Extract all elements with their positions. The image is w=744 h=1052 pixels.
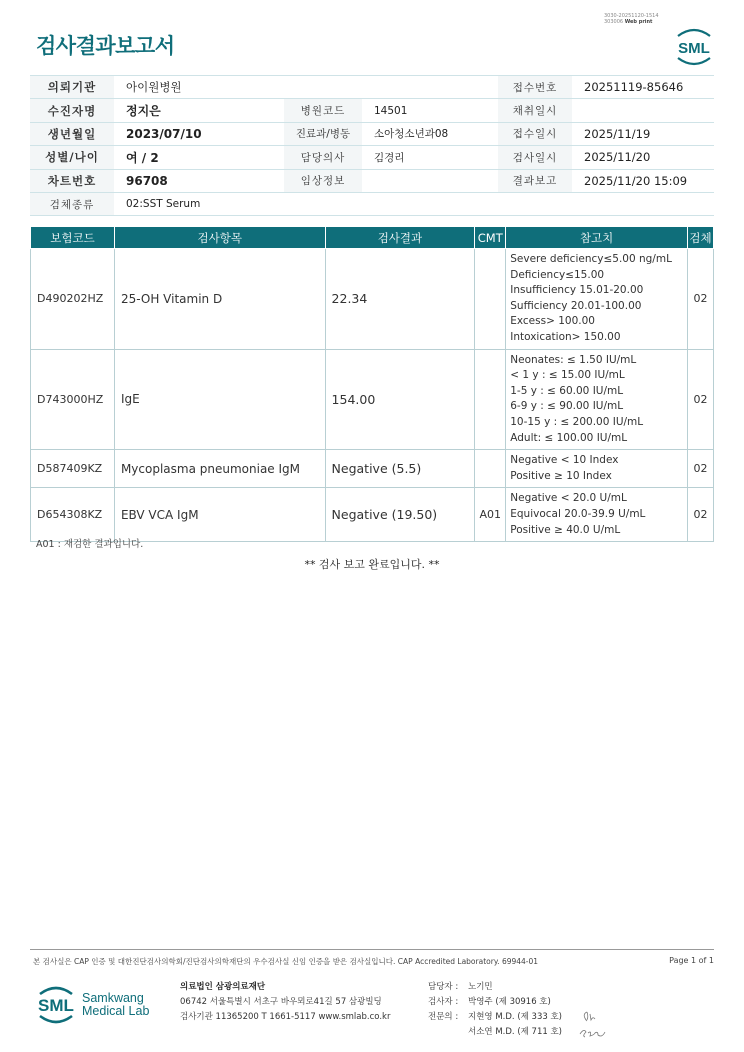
reference-line: < 1 y : ≤ 15.00 IU/mL bbox=[510, 369, 625, 382]
reference-line: Negative < 20.0 U/mL bbox=[510, 492, 627, 505]
reference-line: Equivocal 20.0-39.9 U/mL bbox=[510, 507, 646, 520]
cell-code: D654308KZ bbox=[31, 488, 115, 542]
cell-reference bbox=[506, 249, 688, 350]
label-specimen: 검체종류 bbox=[30, 192, 114, 215]
cell-specimen: 02 bbox=[688, 450, 714, 488]
org-contact: 검사기관 11365200 T 1661-5117 www.smlab.co.kr bbox=[180, 1012, 391, 1022]
value-department: 소아청소년과08 bbox=[362, 122, 498, 145]
patient-info-table bbox=[30, 75, 714, 216]
value-hospital-code: 14501 bbox=[362, 99, 498, 122]
label-collection-date: 채취일시 bbox=[498, 99, 572, 122]
cell-reference bbox=[506, 450, 688, 488]
cell-specimen: 02 bbox=[688, 249, 714, 350]
comment-note: A01 : 재검한 결과입니다. bbox=[36, 539, 144, 550]
header-insurance-code: 보험코드 bbox=[31, 227, 115, 249]
info-row bbox=[30, 192, 714, 215]
table-row bbox=[31, 349, 714, 450]
label-hospital-code: 병원코드 bbox=[284, 99, 362, 122]
cell-cmt bbox=[475, 249, 506, 350]
results-header-row bbox=[31, 227, 714, 249]
staff-name: 박영주 (제 30916 호) bbox=[468, 997, 551, 1007]
cell-item: IgE bbox=[114, 349, 325, 450]
reference-line: Neonates: ≤ 1.50 IU/mL bbox=[510, 353, 637, 366]
label-clinical-info: 임상정보 bbox=[284, 169, 362, 192]
value-birthdate: 2023/07/10 bbox=[114, 122, 284, 145]
reference-line: 6-9 y : ≤ 90.00 IU/mL bbox=[510, 400, 624, 413]
value-accession: 20251119-85646 bbox=[572, 76, 714, 99]
header-reference: 참고치 bbox=[506, 227, 688, 249]
signature-image bbox=[578, 1008, 608, 1040]
label-patient-name: 수진자명 bbox=[30, 99, 114, 122]
reference-line: 1-5 y : ≤ 60.00 IU/mL bbox=[510, 384, 624, 397]
label-birthdate: 생년월일 bbox=[30, 122, 114, 145]
report-complete-text: ** 검사 보고 완료입니다. ** bbox=[304, 558, 440, 571]
reference-line: Adult: ≤ 100.00 IU/mL bbox=[510, 431, 628, 444]
label-receipt-date: 접수일시 bbox=[498, 122, 572, 145]
value-clinical-info bbox=[362, 169, 498, 192]
staff-name: 서소연 M.D. (제 711 호) bbox=[468, 1027, 563, 1037]
table-row bbox=[31, 488, 714, 542]
organization-info bbox=[180, 980, 390, 1025]
reference-line: Excess> 100.00 bbox=[510, 315, 595, 328]
cell-cmt bbox=[475, 349, 506, 450]
value-collection-date bbox=[572, 99, 714, 122]
label-chart-number: 차트번호 bbox=[30, 169, 114, 192]
info-row bbox=[30, 76, 714, 99]
cell-code: D490202HZ bbox=[31, 249, 115, 350]
cell-code: D743000HZ bbox=[31, 349, 115, 450]
cell-specimen: 02 bbox=[688, 349, 714, 450]
info-row bbox=[30, 146, 714, 169]
value-sex-age: 여 / 2 bbox=[114, 146, 284, 169]
reference-line: Positive ≥ 10 Index bbox=[510, 469, 612, 482]
info-row bbox=[30, 169, 714, 192]
reference-line: Intoxication> 150.00 bbox=[510, 330, 621, 343]
reference-line: Deficiency≤15.00 bbox=[510, 268, 605, 281]
org-name: 의료법인 삼광의료재단 bbox=[180, 982, 266, 992]
cell-cmt bbox=[475, 450, 506, 488]
org-address: 06742 서울특별시 서초구 바우뫼로41길 57 삼광빌딩 bbox=[180, 997, 382, 1007]
value-test-date: 2025/11/20 bbox=[572, 146, 714, 169]
page-number: Page 1 of 1 bbox=[669, 956, 714, 965]
staff-name: 지현영 M.D. (제 333 호) bbox=[468, 1012, 563, 1022]
cell-cmt: A01 bbox=[475, 488, 506, 542]
brand-line-2: Medical Lab bbox=[82, 1004, 150, 1018]
value-report-date: 2025/11/20 15:09 bbox=[572, 169, 714, 192]
value-patient-name: 정지은 bbox=[114, 99, 284, 122]
table-row bbox=[31, 450, 714, 488]
info-row bbox=[30, 122, 714, 145]
value-receipt-date: 2025/11/19 bbox=[572, 122, 714, 145]
reference-line: Insufficiency 15.01-20.00 bbox=[510, 284, 644, 297]
page-title: 검사결과보고서 bbox=[36, 34, 175, 58]
value-chart-number: 96708 bbox=[114, 169, 284, 192]
sml-logo bbox=[672, 26, 716, 66]
cell-code: D587409KZ bbox=[31, 450, 115, 488]
cell-result: Negative (5.5) bbox=[325, 450, 475, 488]
footer-divider bbox=[30, 949, 714, 950]
print-code: 3030-20251120-1514 303006 Web print bbox=[604, 13, 659, 25]
reference-line: 10-15 y : ≤ 200.00 IU/mL bbox=[510, 415, 644, 428]
value-requester: 아이원병원 bbox=[114, 76, 498, 99]
reference-line: Positive ≥ 40.0 U/mL bbox=[510, 523, 621, 536]
logo-text: SML bbox=[678, 40, 710, 57]
value-doctor: 김경리 bbox=[362, 146, 498, 169]
results-table bbox=[30, 226, 714, 542]
header-specimen: 검체 bbox=[688, 227, 714, 249]
cell-reference bbox=[506, 488, 688, 542]
label-report-date: 결과보고 bbox=[498, 169, 572, 192]
reference-line: Sufficiency 20.01-100.00 bbox=[510, 299, 642, 312]
label-test-date: 검사일시 bbox=[498, 146, 572, 169]
samkwang-logo bbox=[36, 982, 156, 1026]
cell-result: 154.00 bbox=[325, 349, 475, 450]
cell-reference bbox=[506, 349, 688, 450]
staff-role bbox=[428, 1025, 468, 1040]
certification-text: 본 검사실은 CAP 인증 및 대한진단검사의학회/진단검사의학재단의 우수검사실 신임 인증을 받은 검사실입니다. CAP Accredited Laboratory. 69944-01 bbox=[33, 957, 539, 966]
cell-result: 22.34 bbox=[325, 249, 475, 350]
cell-result: Negative (19.50) bbox=[325, 488, 475, 542]
reference-line: Severe deficiency≤5.00 ng/mL bbox=[510, 253, 672, 265]
brand-line-1: Samkwang bbox=[82, 991, 144, 1005]
header-test-item: 검사항목 bbox=[114, 227, 325, 249]
value-specimen: 02:SST Serum bbox=[114, 192, 714, 215]
label-accession: 접수번호 bbox=[498, 76, 572, 99]
label-sex-age: 성별/나이 bbox=[30, 146, 114, 169]
staff-role: 담당자 : bbox=[428, 982, 459, 992]
staff-info bbox=[428, 980, 562, 1040]
reference-line: Negative < 10 Index bbox=[510, 454, 619, 467]
staff-role: 검사자 : bbox=[428, 997, 459, 1007]
cell-item: 25-OH Vitamin D bbox=[114, 249, 325, 350]
staff-role: 전문의 : bbox=[428, 1012, 459, 1022]
cell-item: Mycoplasma pneumoniae IgM bbox=[114, 450, 325, 488]
logo-text: SML bbox=[38, 996, 74, 1015]
header-cmt: CMT bbox=[475, 227, 506, 249]
staff-name: 노기민 bbox=[468, 982, 493, 992]
header-result: 검사결과 bbox=[325, 227, 475, 249]
label-requester: 의뢰기관 bbox=[30, 76, 114, 99]
table-row bbox=[31, 249, 714, 350]
info-row bbox=[30, 99, 714, 122]
cell-item: EBV VCA IgM bbox=[114, 488, 325, 542]
cell-specimen: 02 bbox=[688, 488, 714, 542]
label-department: 진료과/병동 bbox=[284, 122, 362, 145]
label-doctor: 담당의사 bbox=[284, 146, 362, 169]
